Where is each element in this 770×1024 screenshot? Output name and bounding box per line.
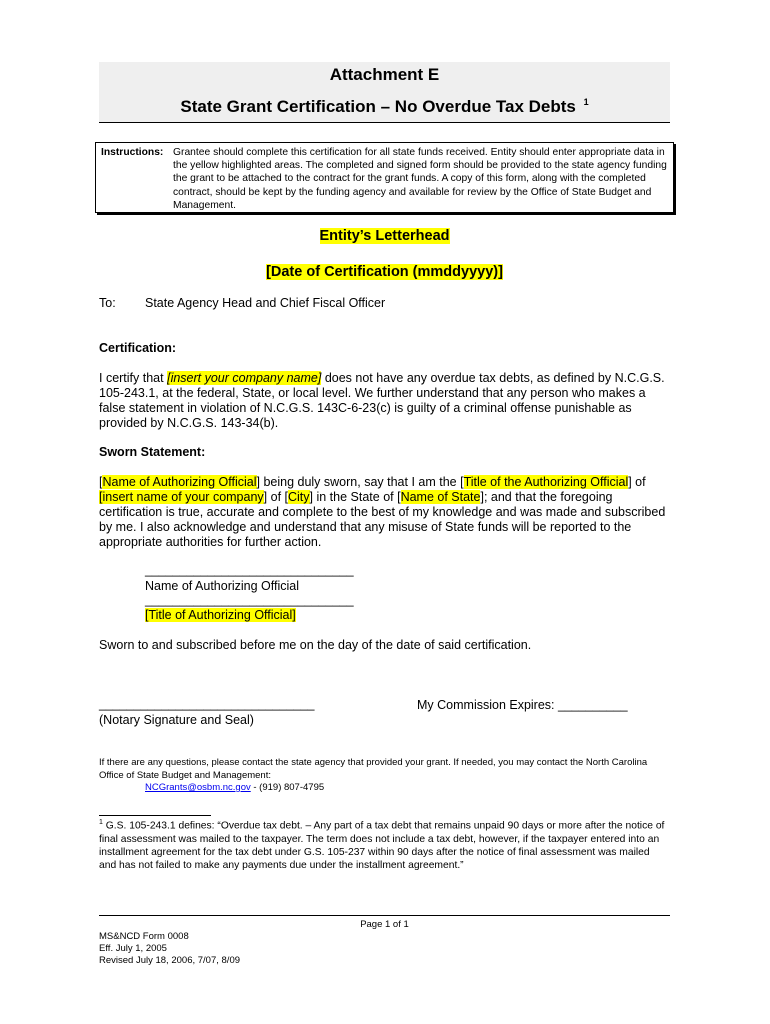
- notary-signature-line[interactable]: _______________________________: [99, 697, 315, 711]
- contact-text: If there are any questions, please contact the state agency that provided your grant. If needed, you may contact the North Carolina Office of State Budget and Management:: [99, 757, 648, 781]
- contact-phone: - (919) 807-4795: [250, 782, 325, 793]
- date-of-certification: [99, 264, 670, 280]
- sworn-heading: Sworn Statement:: [99, 445, 206, 459]
- state-field[interactable]: Name of State: [400, 490, 481, 504]
- sworn-text-4: ] of [: [263, 490, 288, 504]
- footnote-ref[interactable]: 1: [583, 97, 589, 108]
- letterhead-field[interactable]: Entity’s Letterhead: [319, 228, 450, 244]
- instructions-text: Grantee should complete this certification for all state funds received. Entity should enter appropriate data in the yellow highlighted areas. The completed and signed form should be provided to the state agency funding the grant to be attached to the contract for the grant funds. A copy of this form, along with the completed contract, should be kept by the funding agency and available for review by the Office of State Budget and Management.: [173, 147, 667, 211]
- form-number: MS&NCD Form 0008: [99, 931, 189, 942]
- certification-heading: Certification:: [99, 341, 177, 355]
- letterhead: [99, 228, 670, 244]
- contact-email-link[interactable]: NCGrants@osbm.nc.gov: [145, 782, 251, 793]
- sworn-text-1: [: [99, 475, 103, 489]
- sworn-company-field[interactable]: [insert name of your company: [99, 490, 264, 504]
- sworn-paragraph: [99, 475, 673, 550]
- to-label: To:: [99, 296, 116, 310]
- footnote: [99, 816, 665, 873]
- form-title: [99, 97, 670, 117]
- sworn-text-3: ] of: [628, 475, 646, 489]
- official-title-field[interactable]: Title of the Authorizing Official: [463, 475, 629, 489]
- footer-divider: [99, 915, 670, 916]
- signature-title: [145, 608, 296, 623]
- signature-name-label: Name of Authorizing Official: [145, 579, 300, 593]
- instructions-label: Instructions:: [101, 147, 164, 158]
- date-field[interactable]: [Date of Certification (mmddyyyy)]: [266, 264, 503, 280]
- footnote-text: G.S. 105-243.1 defines: “Overdue tax debt. – Any part of a tax debt that remains unpaid 90 days or more after the notice of final assessment was mailed to the taxpayer. The term does not include a tax debt, however, if the taxpayer entered into an installment agreement for the tax debt under G.S. 105-237 within 90 days after the notice of final assessment was mailed and has not failed to make any payments due under the installment agreement.”: [99, 820, 665, 872]
- company-name-field[interactable]: [insert your company name]: [167, 371, 322, 385]
- city-field[interactable]: City: [288, 490, 310, 504]
- signature-line[interactable]: ______________________________: [145, 563, 354, 577]
- official-name-field[interactable]: Name of Authorizing Official: [102, 475, 257, 489]
- sworn-text-6: ]; and that the foregoing certification is true, accurate and complete to the best of my knowledge and was made and subscribed by me. I also acknowledge and understand that any misuse of State funds will be reported to the appropriate authorities for further action.: [99, 490, 666, 549]
- form-header: [99, 62, 670, 123]
- signature-title-field[interactable]: [Title of Authorizing Official]: [145, 608, 296, 622]
- contact-line: [145, 781, 324, 794]
- to-value: State Agency Head and Chief Fiscal Officer: [145, 296, 386, 310]
- footnote-mark: 1: [99, 819, 103, 826]
- instructions-box: [95, 142, 674, 213]
- attachment-label: Attachment E: [329, 65, 440, 84]
- cert-text-pre: I certify that: [99, 371, 168, 385]
- sworn-text-2: ] being duly sworn, say that I am the [: [256, 475, 464, 489]
- form-title-text: State Grant Certification – No Overdue Tax Debts: [180, 97, 576, 116]
- title-line[interactable]: ______________________________: [145, 593, 354, 607]
- certification-paragraph: [99, 371, 673, 431]
- notary-label: (Notary Signature and Seal): [99, 713, 254, 727]
- revised-date: Revised July 18, 2006, 7/07, 8/09: [99, 955, 241, 966]
- sworn-text-5: ] in the State of [: [309, 490, 401, 504]
- cert-text-post: does not have any overdue tax debts, as defined by N.C.G.S. 105-243.1, at the federal, State, or local level. We further understand that any person who makes a false statement in violation of N.C.G.S. 143C-6-23(c) is guilty of a criminal offense punishable as provided by N.C.G.S. 143-34(b).: [99, 371, 665, 430]
- sworn-before-text: Sworn to and subscribed before me on the day of the date of said certification.: [99, 638, 532, 652]
- commission-expires[interactable]: My Commission Expires: __________: [417, 698, 628, 712]
- effective-date: Eff. July 1, 2005: [99, 943, 167, 954]
- page-number: Page 1 of 1: [360, 919, 409, 930]
